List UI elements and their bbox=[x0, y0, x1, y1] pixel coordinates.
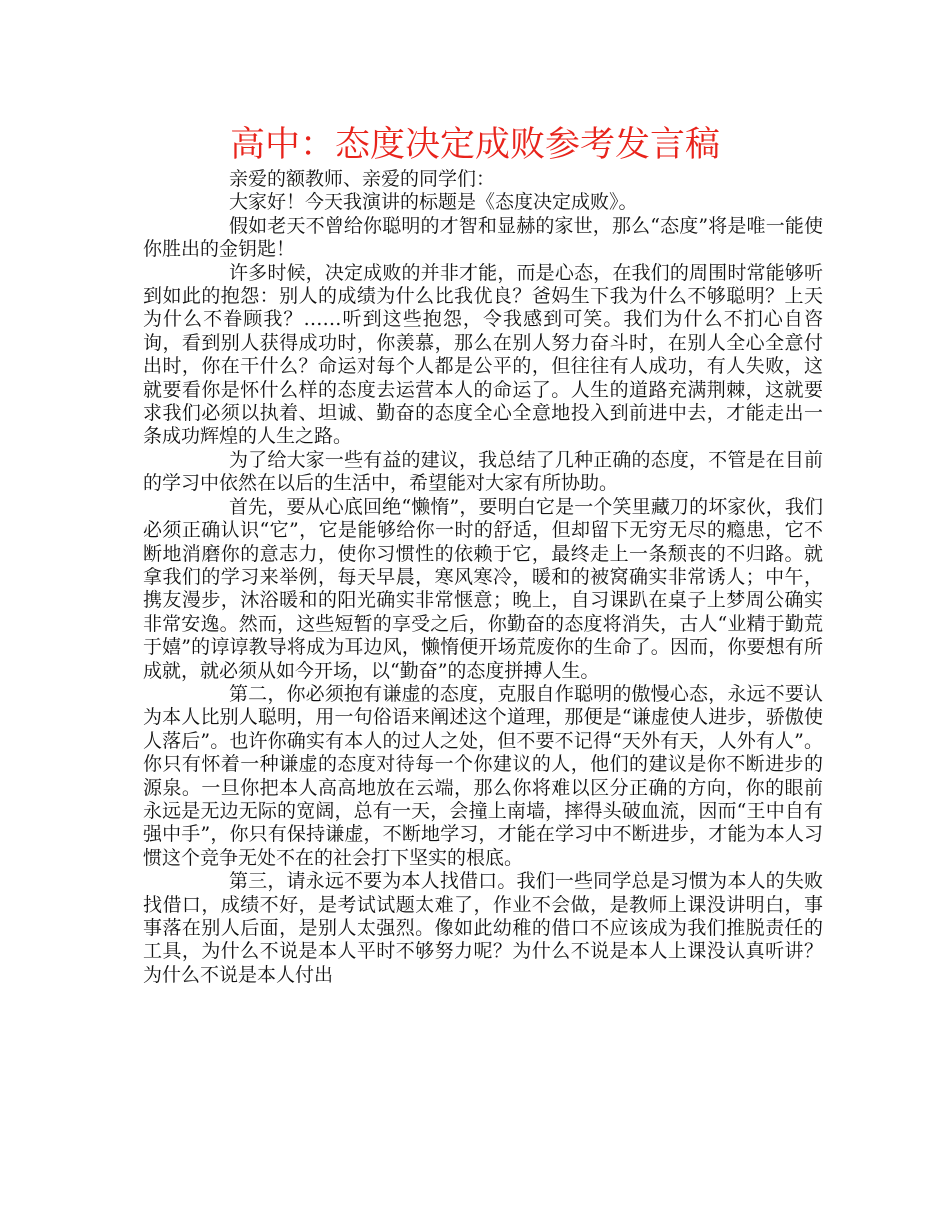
body-paragraph: 许多时候，决定成败的并非才能，而是心态，在我们的周围时常能够听到如此的抱怨：别人的成绩为什么比我优良？爸妈生下我为什么不够聪明？上天为什么不眷顾我？……听到这些抱怨，令我感到可笑。我们为什么不扪心自咨询，看到别人获得成功时，你羡慕，那么在别人努力奋斗时，在别人全心全意付出时，你在干什么？命运对每个人都是公平的，但往往有人成功，有人失败，这就要看你是怀什么样的态度去运营本人的命运了。人生的道路充满荆棘，这就要求我们必须以执着、坦诚、勤奋的态度全心全意地投入到前进中去，才能走出一条成功辉煌的人生之路。 bbox=[143, 261, 823, 448]
body-paragraph: 为了给大家一些有益的建议，我总结了几种正确的态度，不管是在目前的学习中依然在以后的生活中，希望能对大家有所协助。 bbox=[143, 448, 823, 495]
salutation-paragraph: 亲爱的额教师、亲爱的同学们： bbox=[229, 168, 496, 190]
body-paragraph: 第二，你必须抱有谦虚的态度，克服自作聪明的傲慢心态，永远不要认为本人比别人聪明，用一句俗语来阐述这个道理，那便是“谦虚使人进步，骄傲使人落后”。也许你确实有本人的过人之处，但不要不记得“天外有天，人外有人”。你只有怀着一种谦虚的态度对待每一个你建议的人，他们的建议是你不断进步的源泉。一旦你把本人高高地放在云端，那么你将难以区分正确的方向，你的眼前永远是无边无际的宽阔，总有一天，会撞上南墙，摔得头破血流，因而“王中自有强中手”，你只有保持谦虚，不断地学习，才能在学习中不断进步，才能为本人习惯这个竞争无处不在的社会打下坚实的根底。 bbox=[143, 682, 823, 869]
body-paragraph: 第三，请永远不要为本人找借口。我们一些同学总是习惯为本人的失败找借口，成绩不好，是考试试题太难了，作业不会做，是教师上课没讲明白，事事落在别人后面，是别人太强烈。像如此幼稚的借口不应该成为我们推脱责任的工具，为什么不说是本人平时不够努力呢？为什么不说是本人上课没认真听讲？为什么不说是本人付出 bbox=[143, 870, 823, 986]
greeting-paragraph: 大家好！今天我演讲的标题是《态度决定成败》。 bbox=[229, 191, 638, 214]
body-paragraph: 假如老天不曾给你聪明的才智和显赫的家世，那么“态度”将是唯一能使你胜出的金钥匙！ bbox=[143, 214, 823, 261]
document-title: 高中：态度决定成败参考发言稿 bbox=[229, 125, 720, 165]
document-body bbox=[143, 168, 823, 987]
body-paragraph: 首先，要从心底回绝“懒惰”，要明白它是一个笑里藏刀的坏家伙，我们必须正确认识“它”，它是能够给你一时的舒适，但却留下无穷无尽的瘾患，它不断地消磨你的意志力，使你习惯性的依赖于它，最终走上一条颓丧的不归路。就拿我们的学习来举例，每天早晨，寒风寒冷，暖和的被窝确实非常诱人；中午，携友漫步，沐浴暖和的阳光确实非常惬意；晚上，自习课趴在桌子上梦周公确实非常安逸。然而，这些短暂的享受之后，你勤奋的态度将消失，古人“业精于勤荒于嬉”的谆谆教导将成为耳边风，懒惰便开场荒废你的生命了。因而，你要想有所成就，就必须从如今开场，以“勤奋”的态度拼搏人生。 bbox=[143, 495, 823, 682]
